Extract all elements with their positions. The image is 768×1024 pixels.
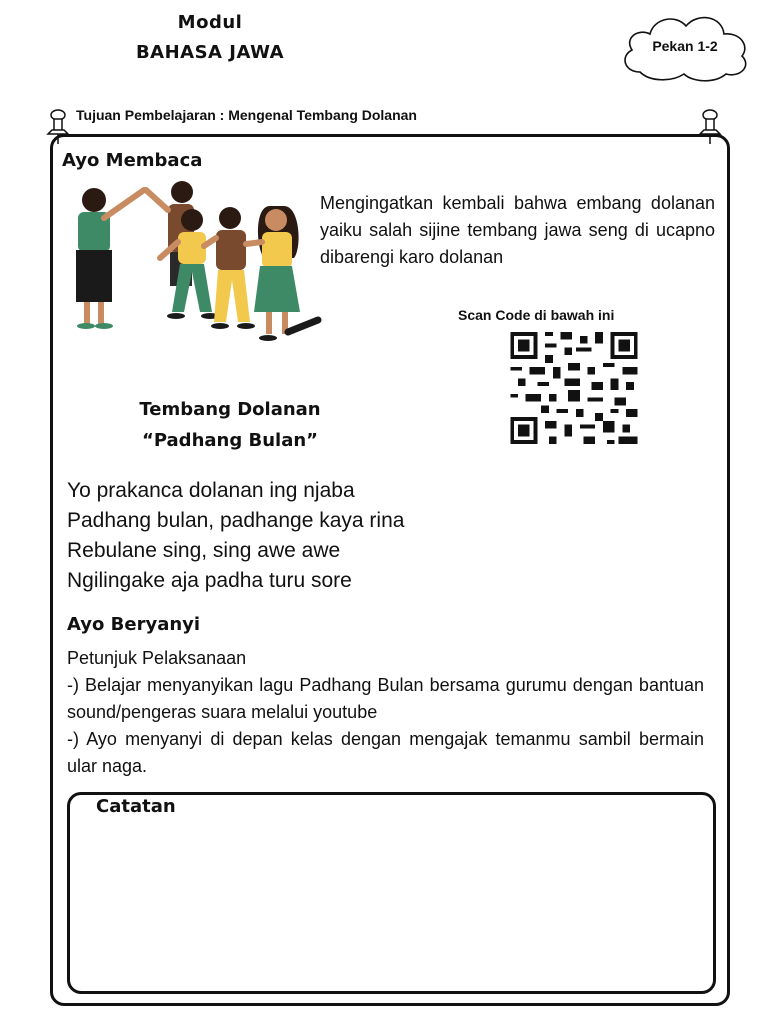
lyric-line: Padhang bulan, padhange kaya rina bbox=[67, 509, 405, 532]
reading-heading: Ayo Membaca bbox=[62, 150, 203, 171]
reading-paragraph: Mengingatkan kembali bahwa embang dolanan yaiku salah sijine tembang jawa seng di ucapno dibarengi karo dolanan bbox=[320, 193, 715, 267]
lyric-line: Rebulane sing, sing awe awe bbox=[67, 539, 341, 562]
notes-box[interactable] bbox=[67, 792, 716, 994]
learning-objective: Tujuan Pembelajaran : Mengenal Tembang Dolanan bbox=[76, 107, 417, 123]
instruction-step: -) Ayo menyanyi di depan kelas dengan mengajak temanmu sambil bermain ular naga. bbox=[67, 729, 704, 776]
instructions-block bbox=[67, 645, 704, 780]
lyric-line: Yo prakanca dolanan ing njaba bbox=[67, 479, 355, 502]
subject-title: BAHASA JAWA bbox=[135, 42, 285, 63]
singing-heading: Ayo Beryanyi bbox=[67, 614, 201, 635]
scan-label: Scan Code di bawah ini bbox=[458, 307, 615, 323]
song-title-line2: “Padhang Bulan” bbox=[142, 430, 318, 451]
qr-code-icon[interactable] bbox=[508, 332, 640, 444]
children-playing-illustration bbox=[64, 162, 334, 362]
lyrics-block bbox=[67, 476, 404, 596]
lyric-line: Ngilingake aja padha turu sore bbox=[67, 569, 352, 592]
instructions-subheading: Petunjuk Pelaksanaan bbox=[67, 648, 247, 668]
notes-heading: Catatan bbox=[96, 796, 176, 817]
week-badge: Pekan 1-2 bbox=[652, 38, 718, 54]
instruction-step: -) Belajar menyanyikan lagu Padhang Bulan bersama gurumu dengan bantuan sound/pengeras suara melalui youtube bbox=[67, 675, 704, 722]
song-title-line1: Tembang Dolanan bbox=[139, 399, 321, 420]
module-label: Modul bbox=[177, 12, 243, 33]
